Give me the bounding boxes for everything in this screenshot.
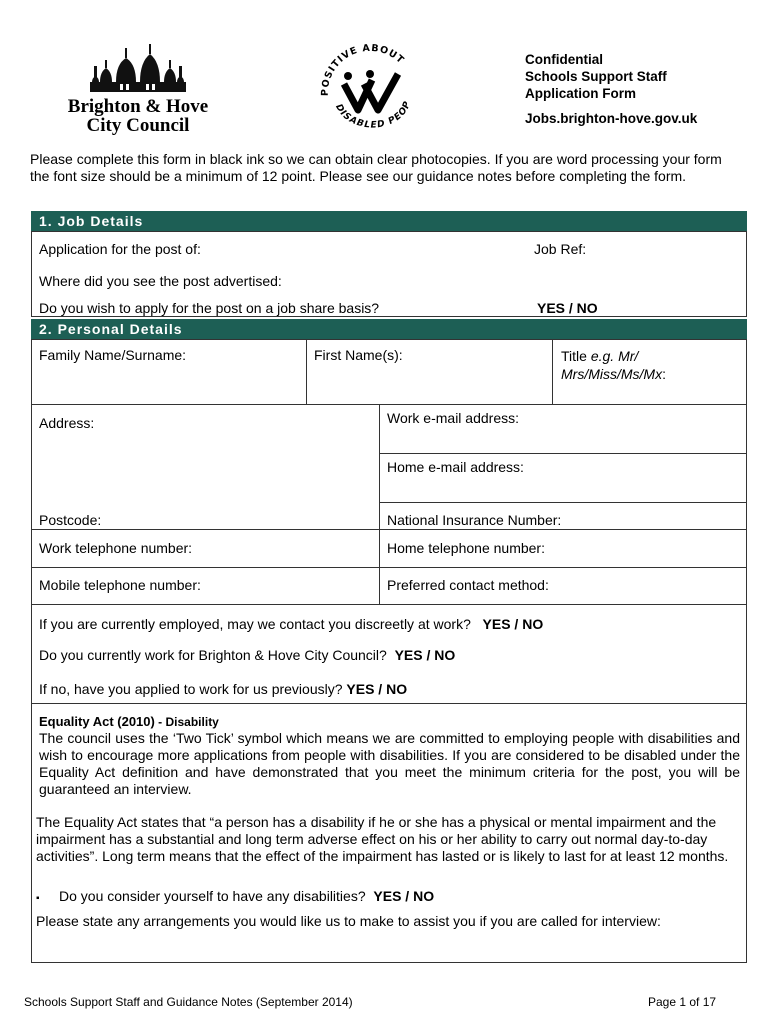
intro-text: Please complete this form in black ink so we can obtain clear photocopies. If you are word processing your form the font size should be a minimum of 12 point. Please see our guidance notes before completing the form. [30, 151, 722, 184]
form-title-line1: Schools Support Staff [525, 69, 667, 84]
job-ref-label: Job Ref: [534, 241, 587, 257]
current-council-employee-options[interactable]: YES / NO [394, 647, 456, 663]
home-telephone-label: Home telephone number: [387, 540, 545, 556]
title-label: Title e.g. Mr/ Mrs/Miss/Ms/Mx: [561, 348, 666, 382]
contact-at-work-question: If you are currently employed, may we contact you discreetly at work? YES / NO [39, 616, 544, 632]
council-name-line2: City Council [86, 115, 190, 136]
two-tick-icon [318, 44, 422, 128]
post-label: Application for the post of: [39, 241, 201, 257]
ni-number-label: National Insurance Number: [387, 512, 562, 528]
logo-badge-top-text: POSITIVE ABOUT [319, 44, 407, 97]
mobile-telephone-label: Mobile telephone number: [39, 577, 201, 593]
council-name-line1: Brighton & Hove [67, 96, 209, 117]
council-logo [56, 44, 220, 134]
job-share-label: Do you wish to apply for the post on a job share basis? [39, 300, 380, 316]
interview-arrangements-label: Please state any arrangements you would like us to make to assist you if you are called for interview: [36, 913, 661, 929]
advertised-label: Where did you see the post advertised: [39, 273, 282, 289]
current-council-employee-question: Do you currently work for Brighton & Hove City Council? YES / NO [39, 647, 456, 663]
logo-badge-bottom-text: DISABLED PEOP [333, 99, 414, 128]
bullet-icon: ▪ [36, 893, 40, 904]
postcode-label: Postcode: [39, 512, 102, 528]
two-tick-paragraph: The council uses the ‘Two Tick’ symbol which means we are committed to employing people with disabilities and wish to encourage more applications from people with disabilities. If you are considered to be disabled under the Equality Act definition and have demonstrated that you meet the minimum criteria for the post, you will be guaranteed an interview. [39, 730, 740, 797]
footer-page-number: Page 1 of 17 [648, 995, 717, 1009]
disability-question: ▪ Do you consider yourself to have any disabilities? YES / NO [36, 888, 435, 904]
work-email-label: Work e-mail address: [387, 410, 520, 426]
work-telephone-label: Work telephone number: [39, 540, 193, 556]
personal-details-heading: 2. Personal Details [31, 319, 747, 339]
job-details-heading: 1. Job Details [31, 211, 747, 231]
header-info [525, 51, 697, 127]
pavilion-crest-icon [56, 44, 220, 96]
positive-about-disabled-people-logo [318, 44, 422, 128]
confidential-label: Confidential [525, 52, 603, 67]
home-email-label: Home e-mail address: [387, 459, 524, 475]
form-title-line2: Application Form [525, 86, 636, 101]
preferred-contact-label: Preferred contact method: [387, 577, 549, 593]
equality-act-heading: Equality Act (2010) - Disability [39, 714, 219, 729]
address-label: Address: [39, 415, 95, 431]
footer-document-title: Schools Support Staff and Guidance Notes (September 2014) [24, 995, 353, 1009]
applied-previously-question: If no, have you applied to work for us previously? YES / NO [39, 681, 408, 697]
website-link[interactable]: Jobs.brighton-hove.gov.uk [525, 111, 698, 126]
first-name-label: First Name(s): [314, 347, 403, 363]
job-share-options[interactable]: YES / NO [537, 300, 598, 316]
disability-options[interactable]: YES / NO [373, 888, 435, 904]
contact-at-work-options[interactable]: YES / NO [482, 616, 544, 632]
equality-definition-paragraph: The Equality Act states that “a person has a disability if he or she has a physical or mental impairment and the impairment has a substantial and long term adverse effect on his or her ability to carry out normal day-to-day activities”. Long term means that the effect of the impairment has lasted or is likely to last for at least 12 months. [36, 814, 729, 864]
applied-previously-options[interactable]: YES / NO [346, 681, 408, 697]
surname-label: Family Name/Surname: [39, 347, 187, 363]
